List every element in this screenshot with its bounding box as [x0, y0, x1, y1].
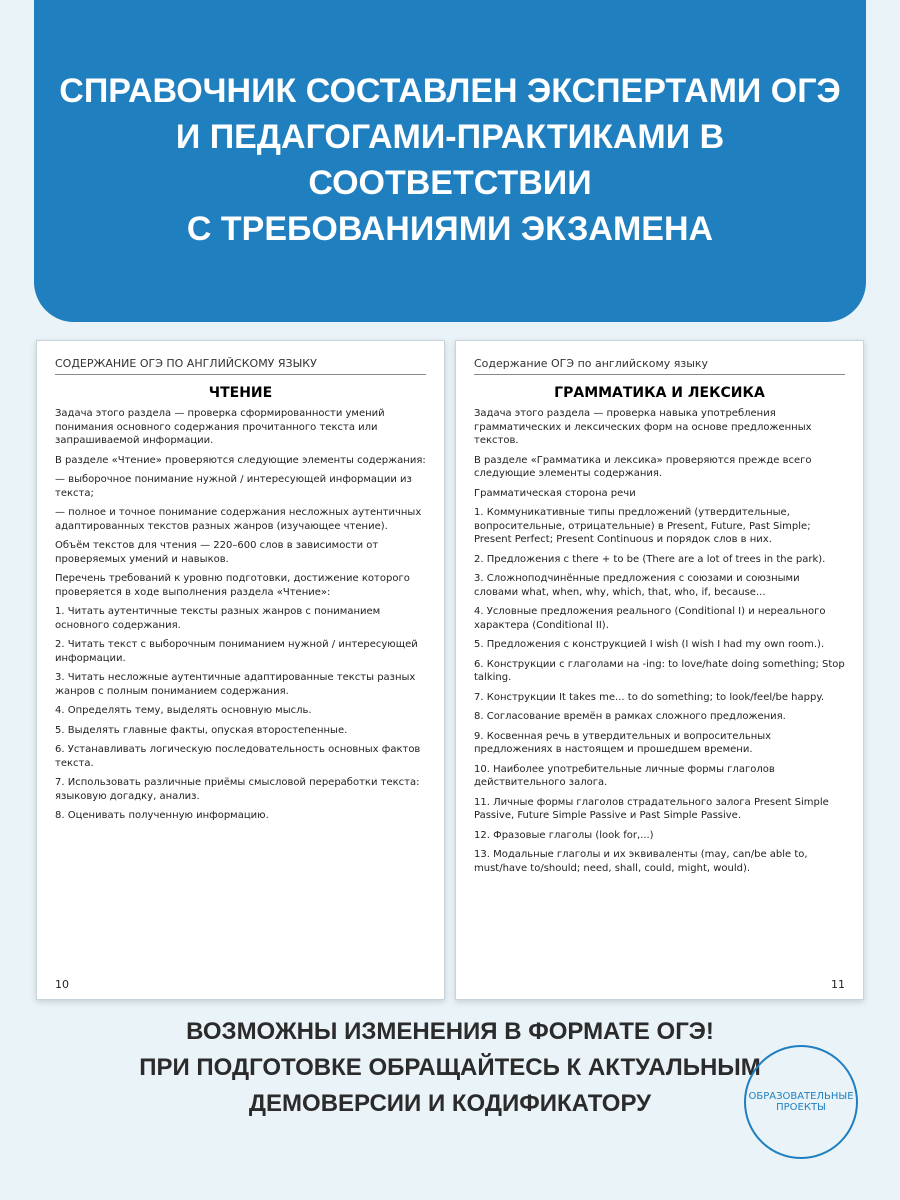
right-paragraph: В разделе «Грамматика и лексика» проверяются прежде всего следующие элементы содержания.: [474, 454, 812, 479]
right-paragraph: 5. Предложения с конструкцией I wish (I wish I had my own room.).: [474, 639, 825, 650]
section-title-reading: ЧТЕНИЕ: [208, 385, 273, 401]
right-paragraph: 1. Коммуникативные типы предложений (утвердительные, вопросительные, отрицательные) в Present, Future, Past Simple; Present Perfect; Present Continuous и порядок слов в них.: [474, 507, 811, 545]
left-paragraph: — полное и точное понимание содержания несложных аутентичных адаптированных текстов разных жанров (изучающее чтение).: [55, 507, 422, 532]
left-paragraph: Перечень требований к уровню подготовки, достижение которого проверяется в ходе выполнения раздела «Чтение»:: [55, 573, 410, 598]
page-number-left: 10: [55, 978, 69, 991]
page-number-right: 11: [831, 978, 845, 991]
header-banner: [34, 0, 866, 322]
right-paragraph: 10. Наиболее употребительные личные формы глаголов действительного залога.: [474, 763, 775, 788]
header-line-3: С ТРЕБОВАНИЯМИ ЭКЗАМЕНА: [186, 209, 714, 248]
logo-bottom: ПРОЕКТЫ: [776, 1102, 826, 1113]
running-head-right: Содержание ОГЭ по английскому языку: [474, 357, 845, 375]
right-paragraph: 4. Условные предложения реального (Conditional I) и нереального характера (Conditional II).: [474, 606, 826, 631]
open-book: [36, 340, 864, 1000]
footer-note: [120, 1014, 780, 1122]
right-paragraph: 7. Конструкции It takes me... to do something; to look/feel/be happy.: [474, 691, 824, 703]
right-paragraph: 2. Предложения с there + to be (There are a lot of trees in the park).: [474, 553, 826, 565]
right-paragraph: 13. Модальные глаголы и их эквиваленты (may, can/be able to, must/have to/should; need, shall, could, might, would).: [474, 849, 808, 874]
right-paragraph: 8. Согласование времён в рамках сложного предложения.: [474, 711, 786, 722]
brand-logo: [744, 1045, 858, 1159]
right-paragraph: 3. Сложноподчинённые предложения с союзами и союзными словами what, when, why, which, that, who, if, because...: [474, 573, 800, 598]
left-paragraph: Объём текстов для чтения — 220–600 слов в зависимости от проверяемых умений и навыков.: [55, 540, 379, 565]
header-title: [34, 69, 866, 253]
section-title-grammar: ГРАММАТИКА И ЛЕКСИКА: [554, 385, 765, 401]
left-paragraph: Задача этого раздела — проверка сформированности умений понимания основного содержания прочитанного текста или запрашиваемой информации.: [55, 408, 385, 446]
right-page: [455, 340, 864, 1000]
right-paragraph: Задача этого раздела — проверка навыка употребления грамматических и лексических форм на основе предложенных текстов.: [474, 408, 812, 446]
left-paragraph: 8. Оценивать полученную информацию.: [55, 810, 269, 821]
running-head-left: СОДЕРЖАНИЕ ОГЭ ПО АНГЛИЙСКОМУ ЯЗЫКУ: [55, 357, 426, 375]
right-paragraph: 9. Косвенная речь в утвердительных и вопросительных предложениях в настоящем и прошедшем времени.: [474, 730, 772, 755]
right-paragraph: 6. Конструкции с глаголами на -ing: to love/hate doing something; Stop talking.: [474, 658, 845, 683]
left-paragraph: 4. Определять тему, выделять основную мысль.: [55, 705, 312, 716]
footer-line-3: ДЕМОВЕРСИИ И КОДИФИКАТОРУ: [248, 1090, 652, 1117]
right-subtitle: Грамматическая сторона речи: [474, 487, 636, 499]
header-line-1: СПРАВОЧНИК СОСТАВЛЕН ЭКСПЕРТАМИ ОГЭ: [59, 72, 841, 111]
left-page: [36, 340, 445, 1000]
left-paragraph: 1. Читать аутентичные тексты разных жанров с пониманием основного содержания.: [55, 606, 381, 631]
right-paragraph: 11. Личные формы глаголов страдательного залога Present Simple Passive, Future Simple Passive и Past Simple Passive.: [474, 796, 829, 821]
left-paragraph: В разделе «Чтение» проверяются следующие элементы содержания:: [55, 454, 426, 466]
left-paragraph: 2. Читать текст с выборочным пониманием нужной / интересующей информации.: [55, 639, 418, 664]
right-paragraph: 12. Фразовые глаголы (look for,...): [474, 829, 654, 841]
left-paragraph: 5. Выделять главные факты, опуская второстепенные.: [55, 724, 348, 736]
left-paragraph: — выборочное понимание нужной / интересующей информации из текста;: [55, 474, 412, 499]
left-paragraph: 6. Устанавливать логическую последовательность основных фактов текста.: [55, 744, 421, 769]
left-paragraph: 7. Использовать различные приёмы смысловой переработки текста: языковую догадку, анализ.: [55, 777, 420, 802]
left-paragraph: 3. Читать несложные аутентичные адаптированные тексты разных жанров с полным пониманием содержания.: [55, 672, 416, 697]
footer-line-1: ВОЗМОЖНЫ ИЗМЕНЕНИЯ В ФОРМАТЕ ОГЭ!: [186, 1018, 714, 1045]
logo-top: ОБРАЗОВАТЕЛЬНЫЕ: [748, 1091, 854, 1102]
footer-line-2: ПРИ ПОДГОТОВКЕ ОБРАЩАЙТЕСЬ К АКТУАЛЬНЫМ: [139, 1054, 761, 1081]
header-line-2: И ПЕДАГОГАМИ-ПРАКТИКАМИ В СООТВЕТСТВИИ: [175, 118, 725, 202]
